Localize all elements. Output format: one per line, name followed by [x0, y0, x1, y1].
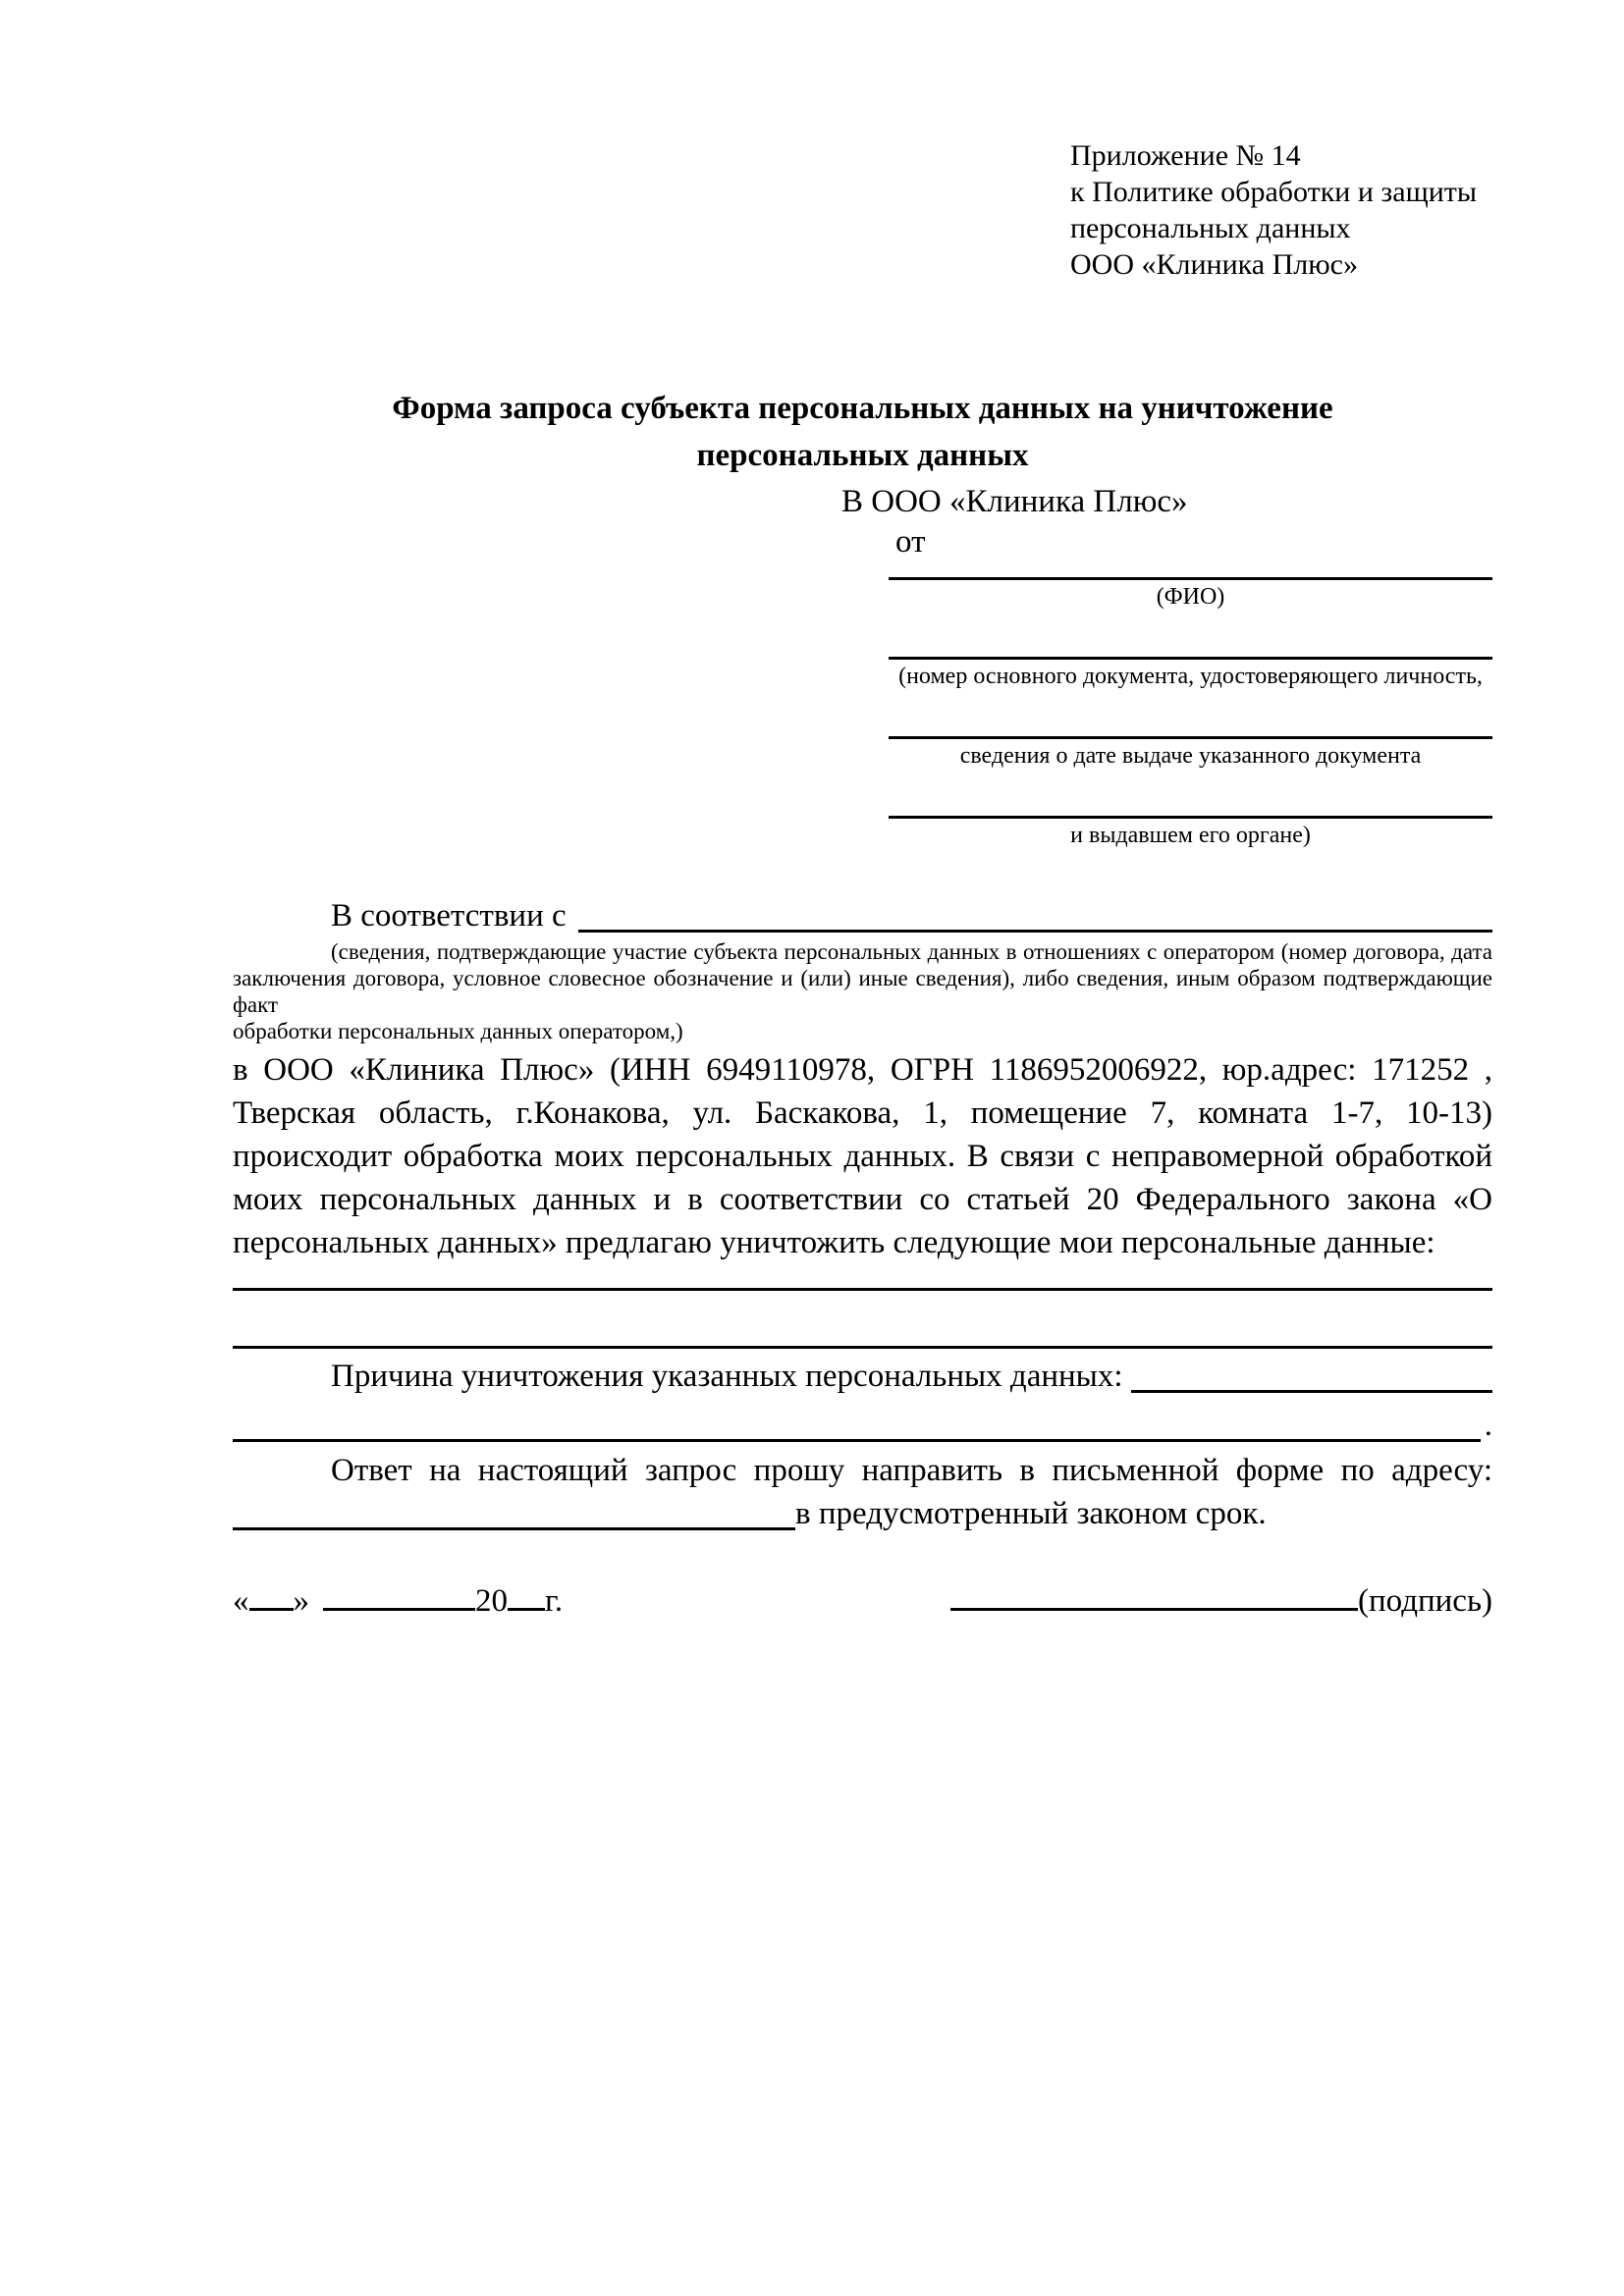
body-line: персональных данных» предлагаю уничтожить следующие мои персональные данные: — [233, 1225, 1435, 1260]
reason-blank-line — [1131, 1390, 1492, 1393]
note-line: заключения договора, условное словесное обозначение и (или) иные сведения), либо сведения, иным образом подтверждающие факт — [233, 966, 1492, 1017]
appendix-line: Приложение № 14 — [1070, 139, 1301, 172]
document-title — [233, 385, 1492, 479]
appendix-line: персональных данных — [1070, 212, 1351, 244]
date-month-blank — [323, 1608, 475, 1611]
response-address-row — [233, 1492, 1492, 1535]
date-day-blank — [249, 1608, 294, 1611]
signature-caption: (подпись) — [1358, 1583, 1492, 1619]
open-quote: « — [233, 1583, 249, 1619]
issuing-authority-field — [889, 816, 1492, 848]
document-number-field — [889, 657, 1492, 689]
recipient-line: В ООО «Клиника Плюс» — [841, 484, 1188, 519]
body-line: в ООО «Клиника Плюс» (ИНН 6949110978, ОГРН 1186952006922, юр.адрес: 171252 , — [233, 1052, 1492, 1088]
appendix-block — [1070, 137, 1492, 283]
document-number-caption: (номер основного документа, удостоверяющего личность, — [898, 664, 1483, 689]
accordance-note — [233, 938, 1492, 1044]
response-tail-text: в предусмотренный законом срок. — [795, 1496, 1267, 1531]
appendix-line: к Политике обработки и защиты — [1070, 176, 1478, 208]
date-year-blank — [508, 1608, 545, 1611]
year-suffix: г. — [545, 1583, 564, 1619]
body-line: Тверская область, г.Конакова, ул. Баскакова, 1, помещение 7, комната 1-7, 10-13) — [233, 1095, 1492, 1131]
issuing-authority-caption: и выдавшем его органе) — [1070, 823, 1311, 848]
note-line: обработки персональных данных оператором,) — [233, 1019, 683, 1043]
issue-date-field — [889, 736, 1492, 769]
signature-blank-line — [950, 1608, 1358, 1611]
title-line-1: Форма запроса субъекта персональных данных на уничтожение — [392, 391, 1333, 426]
close-quote: » — [293, 1583, 309, 1619]
body-paragraph — [233, 1048, 1492, 1264]
reason-row — [233, 1355, 1492, 1398]
data-to-destroy-blank-line-1 — [233, 1288, 1492, 1291]
reason-blank-line-2 — [233, 1439, 1481, 1442]
date-line — [233, 1580, 563, 1622]
date-signature-row — [233, 1580, 1492, 1622]
appendix-line: ООО «Клиника Плюс» — [1070, 248, 1358, 281]
accordance-label: В соответствии с — [331, 898, 567, 934]
reason-label: Причина уничтожения указанных персональных данных: — [331, 1359, 1123, 1394]
accordance-blank-line — [578, 930, 1492, 933]
title-line-2: персональных данных — [696, 438, 1029, 473]
accordance-row — [233, 895, 1492, 936]
period-mark: . — [1484, 1408, 1492, 1443]
signature-area — [950, 1580, 1492, 1622]
response-request-line: Ответ на настоящий запрос прошу направить в письменной форме по адресу: — [331, 1453, 1492, 1488]
data-to-destroy-blank-line-2 — [233, 1346, 1492, 1349]
body-line: происходит обработка моих персональных данных. В связи с неправомерной обработкой — [233, 1139, 1492, 1174]
applicant-fields — [889, 577, 1492, 848]
note-line: (сведения, подтверждающие участие субъекта персональных данных в отношениях с оператором (номер договора, дата — [331, 939, 1492, 964]
fio-caption: (ФИО) — [1156, 584, 1225, 610]
from-label: от — [895, 524, 926, 560]
issue-date-caption: сведения о дате выдаче указанного документа — [959, 743, 1422, 769]
document-content — [0, 137, 1624, 1622]
address-blank-line — [233, 1527, 795, 1530]
fio-field — [889, 577, 1492, 610]
reason-continuation-row — [233, 1404, 1492, 1447]
body-line: моих персональных данных и в соответствии со статьей 20 Федерального закона «О — [233, 1182, 1492, 1217]
year-prefix: 20 — [475, 1583, 508, 1619]
